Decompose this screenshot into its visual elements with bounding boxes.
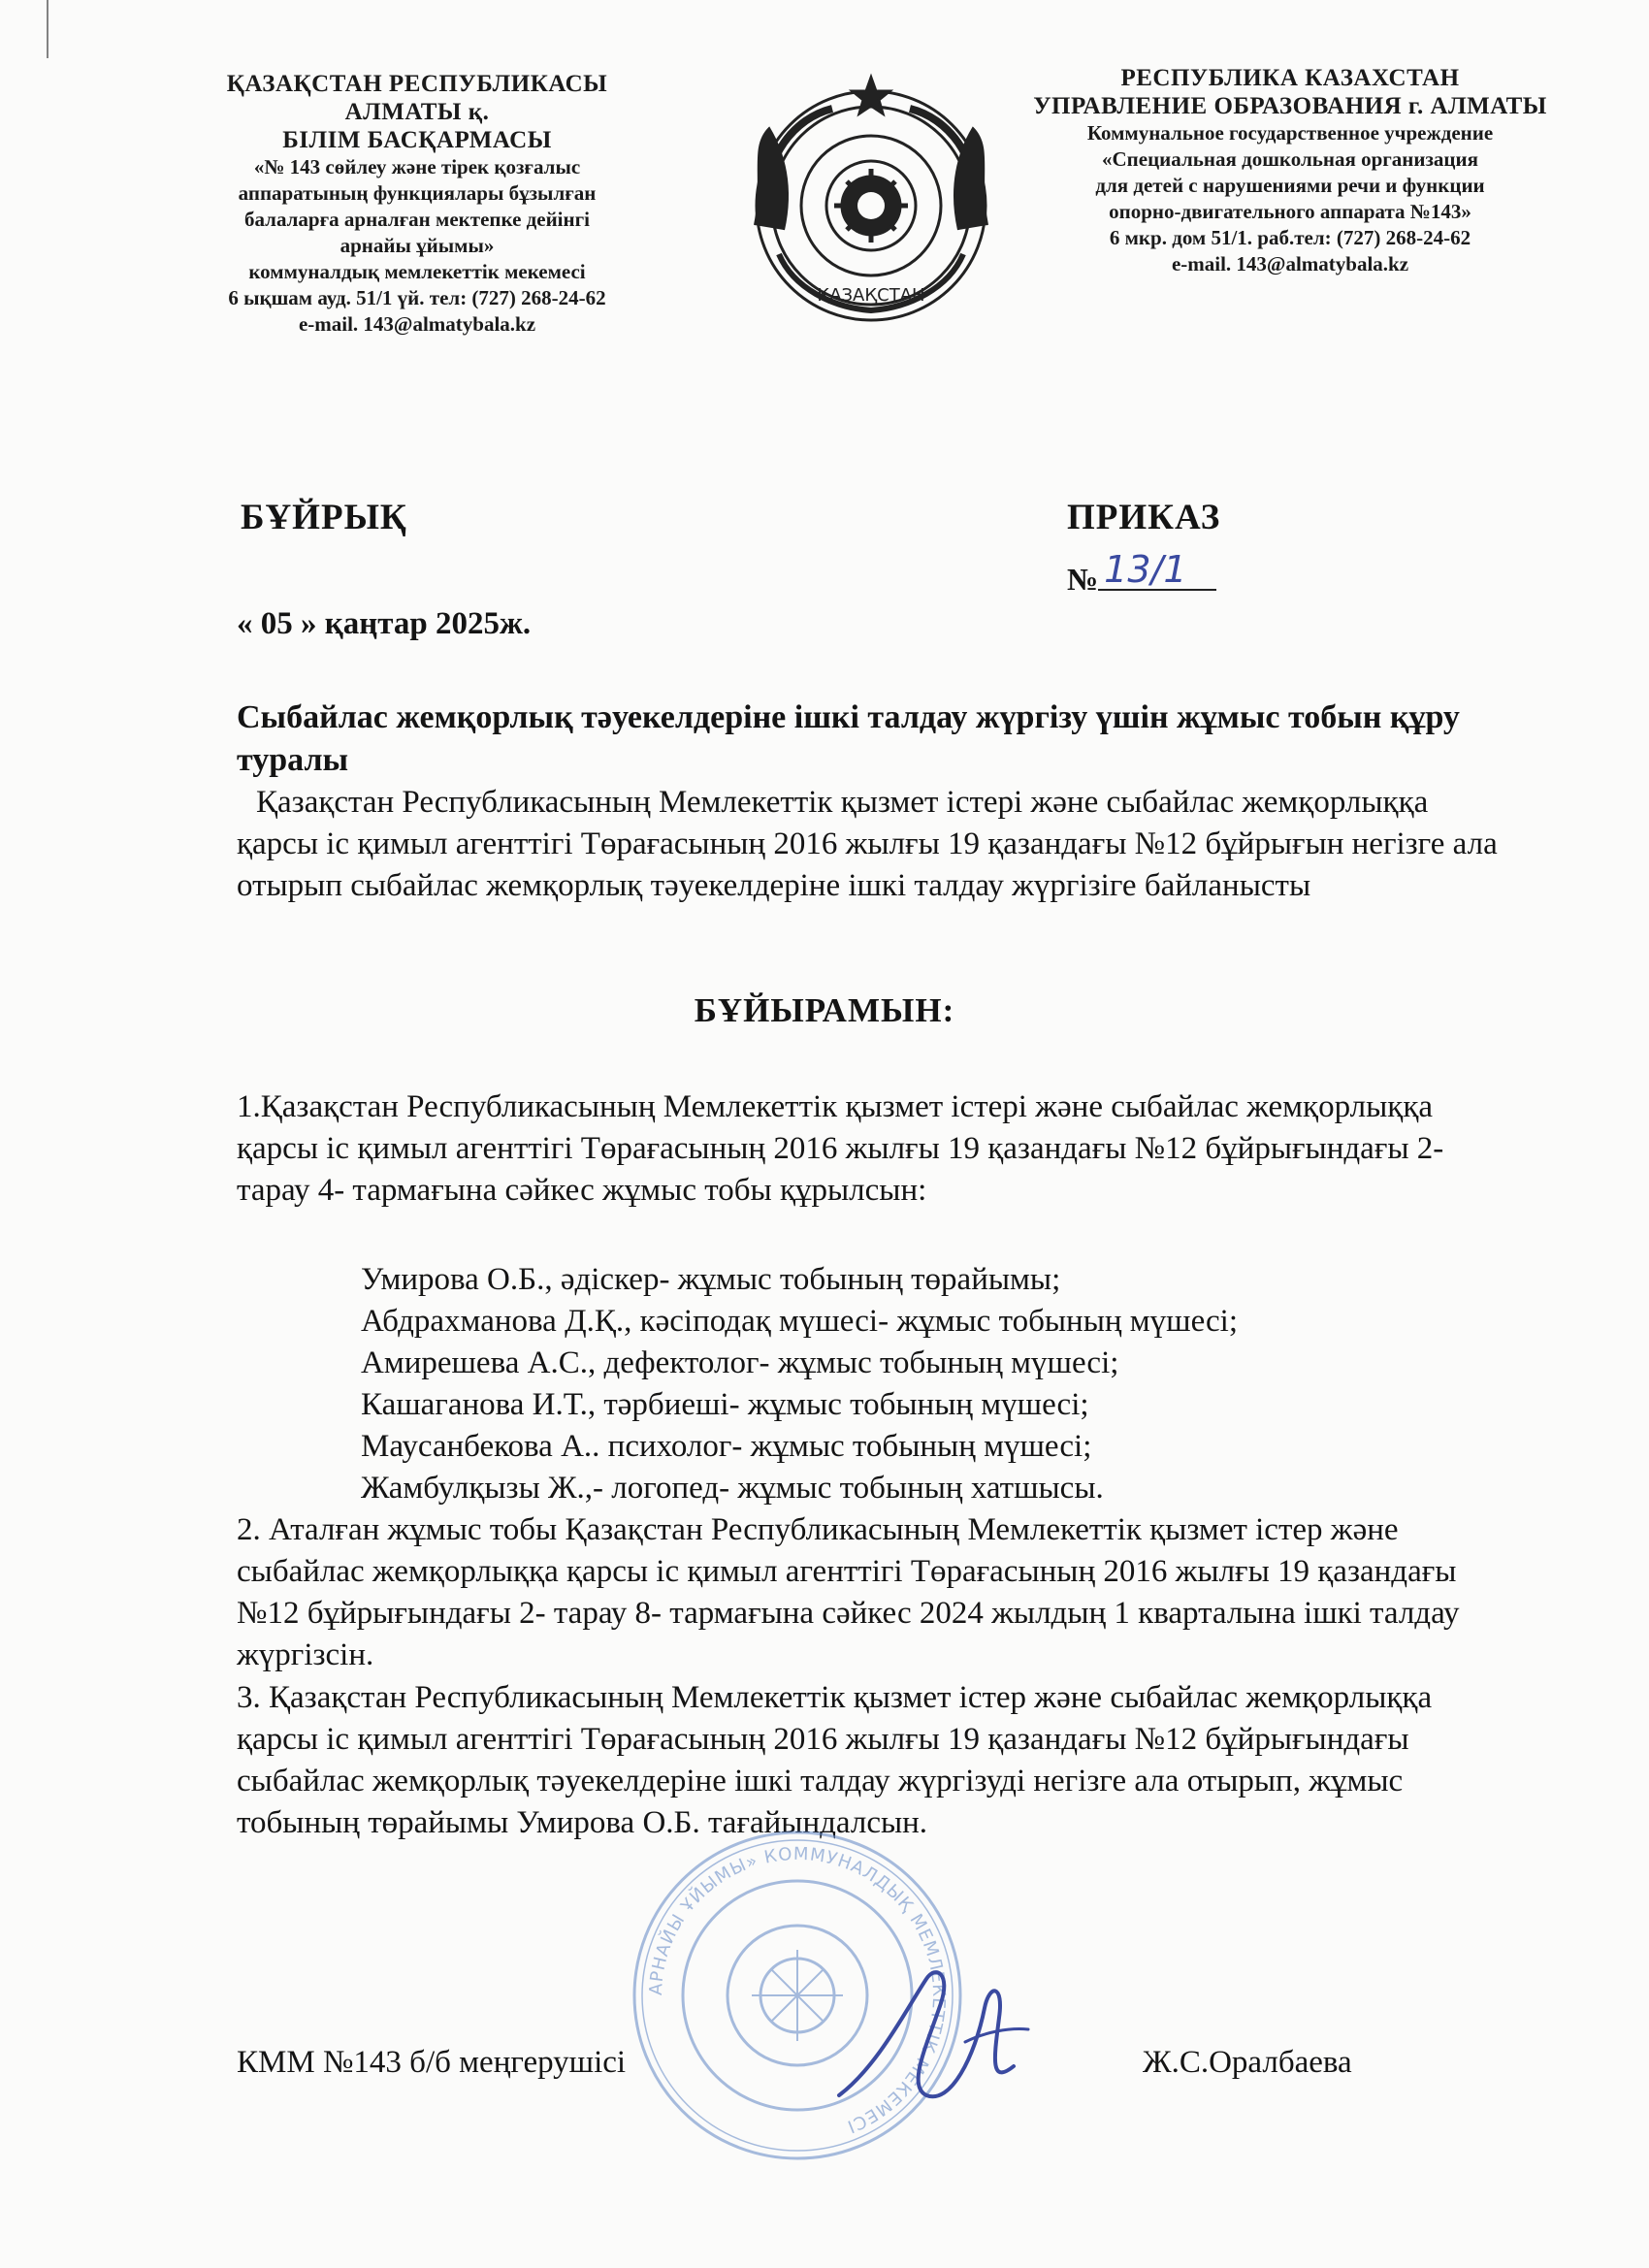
order-item-1: 1.Қазақстан Республикасының Мемлекеттік қызмет істері және сыбайлас жемқорлыққа қарсы іс қимыл агенттігі Төрағасының 2016 жылғы 19 қазандағы №12 бұйрығындағы 2- тарау 4- тармағына сәйкес жұмыс тобы құрылсын:: [237, 1089, 1444, 1208]
order-number: [1067, 548, 1216, 599]
header-left-line: коммуналдық мемлекеттік мекемесі: [248, 260, 586, 283]
header-left-line: «№ 143 сөйлеу және тірек қозғалыс: [253, 155, 581, 178]
order-date: « 05 » қаңтар 2025ж.: [237, 606, 532, 641]
order-item-2: 2. Аталған жұмыс тобы Қазақстан Республикасының Мемлекеттік қызмет істер және сыбайлас жемқорлыққа қарсы іс қимыл агенттігі Төрағасының 2016 жылғы 19 қазандағы №12 бұйрығындағы 2- тарау 8- тармағына сәйкес 2024 жылдың 1 кварталына ішкі талдау жүргізсін.: [237, 1512, 1460, 1672]
member-item: Маусанбекова А.. психолог- жұмыс тобының мүшесі;: [361, 1429, 1092, 1464]
member-list: [361, 1259, 1525, 1509]
member-item: Жамбулқызы Ж.,- логопед- жұмыс тобының хатшысы.: [361, 1471, 1104, 1506]
header-right: [1018, 64, 1562, 277]
order-title: Сыбайлас жемқорлық тәуекелдеріне ішкі талдау жүргізу үшін жұмыс тобын құру туралы: [237, 699, 1460, 778]
order-word: БҰЙЫРАМЫН:: [694, 991, 955, 1029]
doc-kind-kz: БҰЙРЫҚ: [241, 498, 407, 537]
header-right-line: УПРАВЛЕНИЕ ОБРАЗОВАНИЯ г. АЛМАТЫ: [1033, 93, 1547, 119]
header-left-line: 6 ықшам ауд. 51/1 үй. тел: (727) 268-24-62: [228, 286, 606, 309]
header-left-line: балаларға арналған мектепке дейінгі: [244, 208, 590, 231]
header-left-line: аппаратының функциялары бұзылған: [238, 181, 597, 205]
header-right-line: Коммунальное государственное учреждение: [1086, 121, 1494, 145]
scan-edge-mark: [47, 0, 48, 58]
member-item: Амирешева А.С., дефектолог- жұмыс тобының мүшесі;: [361, 1345, 1119, 1380]
stamp-text: АРНАЙЫ ҰЙЫМЫ» КОММУНАЛДЫҚ МЕМЛЕКЕТТІК МЕКЕМЕСІ: [645, 1843, 950, 2137]
order-item-3: 3. Қазақстан Республикасының Мемлекеттік қызмет істер және сыбайлас жемқорлыққа қарсы іс қимыл агенттігі Төрағасының 2016 жылғы 19 қазандағы №12 бұйрығындағы сыбайлас жемқорлық тәуекелдеріне ішкі талдау жүргізуді негізге ала отырып, жұмыс тобының төрайымы Умирова О.Б. тағайындалсын.: [237, 1680, 1433, 1840]
header-right-line: 6 мкр. дом 51/1. раб.тел: (727) 268-24-62: [1109, 226, 1471, 249]
number-prefix: №: [1067, 562, 1099, 597]
intro-paragraph: Қазақстан Республикасының Мемлекеттік қызмет істері және сыбайлас жемқорлыққа қарсы іс қимыл агенттігі Төрағасының 2016 жылғы 19 қазандағы №12 бұйрығын негізге ала отырып сыбайлас жемқорлық тәуекелдеріне ішкі талдау жүргізіге байланысты: [237, 785, 1498, 903]
member-item: Кашаганова И.Т., тәрбиеші- жұмыс тобының мүшесі;: [361, 1387, 1089, 1422]
header-left-line: АЛМАТЫ қ.: [344, 99, 490, 125]
header-right-line: для детей с нарушениями речи и функции: [1095, 174, 1485, 197]
header-left-line: ҚАЗАҚСТАН РЕСПУБЛИКАСЫ: [226, 71, 608, 97]
header-right-line: e-mail. 143@almatybala.kz: [1171, 252, 1409, 275]
signature-icon: [820, 1950, 1043, 2115]
header-right-line: РЕСПУБЛИКА КАЗАХСТАН: [1120, 65, 1460, 91]
emblem-label: ҚАЗАҚСТАН: [817, 285, 925, 306]
doc-kind-ru: ПРИКАЗ: [1067, 498, 1221, 537]
number-handwritten: 13/1: [1098, 550, 1216, 591]
member-item: Умирова О.Б., әдіскер- жұмыс тобының төрайымы;: [361, 1262, 1061, 1297]
header-left-line: БІЛІМ БАСҚАРМАСЫ: [282, 127, 552, 153]
signatory-title: КММ №143 б/б меңгерушісі: [237, 2045, 627, 2080]
header-right-line: «Специальная дошкольная организация: [1102, 147, 1478, 171]
signatory-name: Ж.С.Оралбаева: [1143, 2045, 1352, 2080]
header-left-line: e-mail. 143@almatybala.kz: [298, 312, 536, 336]
header-left-line: арнайы ұйымы»: [340, 234, 495, 257]
header-left: [175, 70, 660, 338]
state-emblem-icon: [726, 60, 1017, 332]
member-item: Абдрахманова Д.Қ., кәсіподақ мүшесі- жұмыс тобының мүшесі;: [361, 1304, 1239, 1339]
header-right-line: опорно-двигательного аппарата №143»: [1109, 200, 1471, 223]
